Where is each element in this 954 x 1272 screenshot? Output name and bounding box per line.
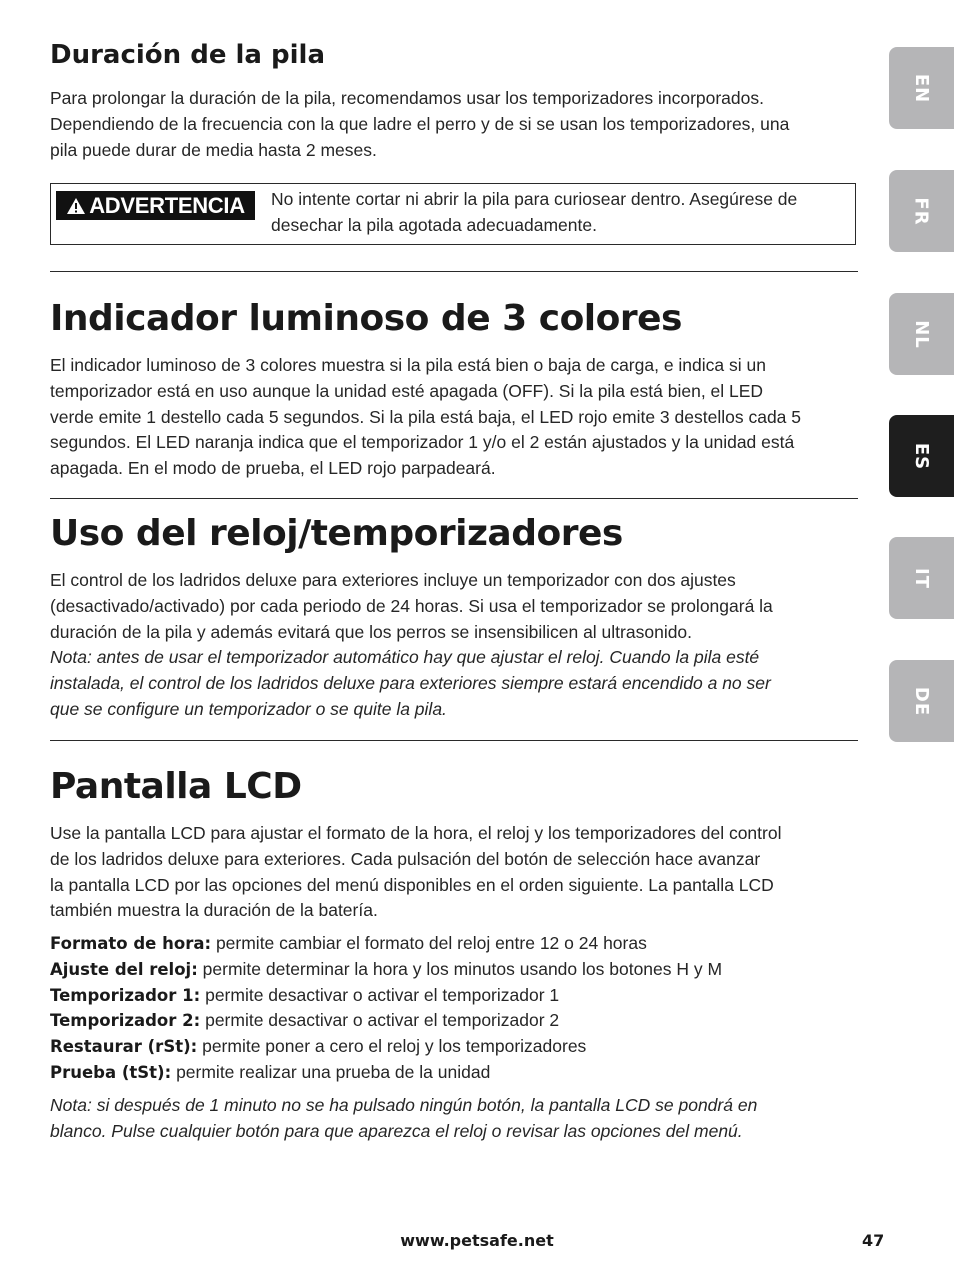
tab-label: EN <box>911 73 932 103</box>
text-line: duración de la pila y además evitará que los perros se insensibilicen al ultrasonido. <box>50 621 693 642</box>
warning-label-text: ADVERTENCIA <box>89 192 245 218</box>
item-term: Temporizador 1: <box>50 985 201 1005</box>
tab-label: ES <box>910 442 932 470</box>
list-item <box>50 1034 858 1060</box>
tab-en[interactable] <box>889 47 954 129</box>
page-number: 47 <box>862 1231 885 1250</box>
tab-it[interactable] <box>889 537 954 619</box>
tab-label: IT <box>910 567 932 589</box>
lcd-paragraph <box>50 821 858 924</box>
text-line: desechar la pila agotada adecuadamente. <box>271 214 597 235</box>
tab-nl[interactable] <box>889 293 954 375</box>
text-line: segundos. El LED naranja indica que el temporizador 1 y/o el 2 están ajustados y la unidad está <box>50 432 795 453</box>
tab-fr[interactable] <box>889 170 954 252</box>
text-line: No intente cortar ni abrir la pila para curiosear dentro. Asegúrese de <box>271 189 798 209</box>
item-term: Prueba (tSt): <box>50 1062 172 1082</box>
section-divider <box>50 740 858 741</box>
lcd-note <box>50 1093 858 1145</box>
text-line: Use la pantalla LCD para ajustar el formato de la hora, el reloj y los temporizadores del control <box>50 823 782 843</box>
item-term: Formato de hora: <box>50 934 212 953</box>
text-line: (desactivado/activado) por cada periodo de 24 horas. Si usa el temporizador se prolongará la <box>50 595 773 616</box>
text-line: Para prolongar la duración de la pila, recomendamos usar los temporizadores incorporados. <box>50 88 764 108</box>
text-line: apagada. En el modo de prueba, el LED rojo parpadeará. <box>50 458 496 479</box>
tab-label: FR <box>911 196 932 226</box>
text-line: pila puede durar de media hasta 2 meses. <box>50 139 377 160</box>
item-description: permite cambiar el formato del reloj entre 12 o 24 horas <box>211 933 647 953</box>
note-line: Nota: si después de 1 minuto no se ha pulsado ningún botón, la pantalla LCD se pondrá en <box>50 1095 758 1115</box>
footer-url[interactable]: www.petsafe.net <box>400 1231 554 1250</box>
section-divider <box>50 271 858 272</box>
warning-box <box>50 183 856 245</box>
tab-label: NL <box>910 319 932 349</box>
note-line: instalada, el control de los ladridos deluxe para exteriores siempre estará encendido a no ser <box>50 673 771 694</box>
indicator-paragraph <box>50 353 858 482</box>
item-description: permite poner a cero el reloj y los temporizadores <box>197 1036 587 1057</box>
text-line: temporizador está en uso aunque la unidad esté apagada (OFF). Si la pila está bien, el LED <box>50 380 764 401</box>
text-line: la pantalla LCD por las opciones del menú disponibles en el orden siguiente. La pantalla LCD <box>50 874 774 895</box>
item-term: Ajuste del reloj: <box>50 959 198 979</box>
item-description: permite realizar una prueba de la unidad <box>171 1061 491 1082</box>
list-item <box>50 983 858 1009</box>
tab-es[interactable] <box>889 415 954 497</box>
clock-paragraph <box>50 568 858 723</box>
battery-paragraph <box>50 86 858 163</box>
item-description: permite desactivar o activar el temporizador 1 <box>200 984 560 1005</box>
tab-de[interactable] <box>889 660 954 742</box>
note-line: blanco. Pulse cualquier botón para que aparezca el reloj o revisar las opciones del menú. <box>50 1120 743 1141</box>
warning-label <box>56 191 255 220</box>
text-line: El control de los ladridos deluxe para exteriores incluye un temporizador con dos ajustes <box>50 570 736 590</box>
lcd-menu-list <box>50 931 858 1086</box>
item-term: Restaurar (rSt): <box>50 1037 198 1057</box>
text-line: El indicador luminoso de 3 colores muestra si la pila está bien o baja de carga, e indica si un <box>50 355 766 375</box>
warning-text <box>271 187 851 239</box>
clock-heading: Uso del reloj/temporizadores <box>50 513 623 554</box>
warning-triangle-icon <box>66 197 86 215</box>
text-line: Dependiendo de la frecuencia con la que ladre el perro y de si se usan los temporizadores, una <box>50 113 790 134</box>
item-description: permite determinar la hora y los minutos usando los botones H y M <box>197 958 723 979</box>
item-term: Temporizador 2: <box>50 1011 201 1031</box>
text-line: de los ladridos deluxe para exteriores. Cada pulsación del botón de selección hace avanzar <box>50 848 761 869</box>
list-item <box>50 1008 858 1034</box>
text-line: también muestra la duración de la batería. <box>50 900 378 921</box>
battery-heading: Duración de la pila <box>50 40 325 70</box>
lcd-heading: Pantalla LCD <box>50 766 302 807</box>
tab-label: DE <box>911 686 932 716</box>
item-description: permite desactivar o activar el temporizador 2 <box>200 1010 560 1031</box>
list-item <box>50 957 858 983</box>
section-divider <box>50 498 858 499</box>
list-item <box>50 931 858 957</box>
note-line: que se configure un temporizador o se quite la pila. <box>50 698 447 719</box>
note-line: Nota: antes de usar el temporizador automático hay que ajustar el reloj. Cuando la pila esté <box>50 647 760 668</box>
list-item <box>50 1060 858 1086</box>
indicator-heading: Indicador luminoso de 3 colores <box>50 298 682 339</box>
text-line: verde emite 1 destello cada 5 segundos. Si la pila está baja, el LED rojo emite 3 destellos cada 5 <box>50 406 802 427</box>
